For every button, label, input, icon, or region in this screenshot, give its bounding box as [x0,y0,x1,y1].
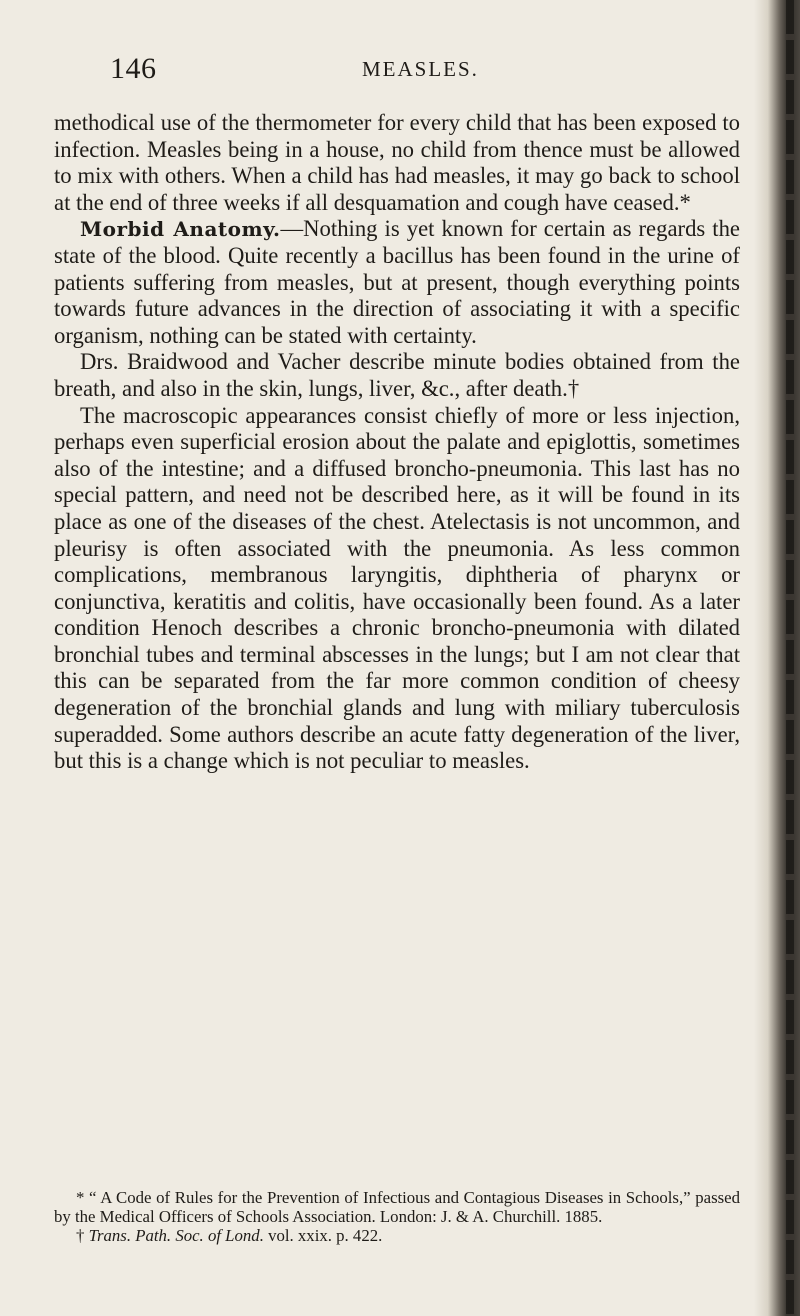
section-heading-morbid-anatomy: Morbid Anatomy. [80,217,281,242]
footnote-2-mark: † [76,1226,89,1245]
paragraph-continuation: methodical use of the thermometer for every child that has been exposed to infection. Measles being in a house, no child from thence must be allowed to mix with others. When a child has had measles, it may go back to school at the end of three weeks if all desquamation and cough have ceased.* [54,110,740,215]
footnotes [54,1188,740,1245]
body-text [54,110,740,775]
footnote-2-reference: vol. xxix. p. 422. [263,1226,383,1245]
binding-shadow-strip [786,0,794,1316]
footnote-2-journal: Trans. Path. Soc. of Lond. [88,1226,264,1245]
page-header [110,52,736,92]
running-title: MEASLES. [362,57,479,81]
book-binding-edge [754,0,800,1316]
paragraph-macroscopic-appearances: The macroscopic appearances consist chiefly of more or less injection, perhaps even superficial erosion about the palate and epiglottis, sometimes also of the intestine; and a diffused broncho-pneumonia. This last has no special pattern, and need not be described here, as it will be found in its place as one of the diseases of the chest. Atelectasis is not uncommon, and pleurisy is often associated with the pneumonia. As less common complications, membranous laryngitis, diphtheria of pharynx or conjunctiva, keratitis and colitis, have occasionally been found. As a later condition Henoch describes a chronic broncho-pneumonia with dilated bronchial tubes and terminal abscesses in the lungs; but I am not clear that this can be separated from the far more common condition of cheesy degeneration of the bronchial glands and lung with miliary tuberculosis superadded. Some authors describe an acute fatty degeneration of the liver, but this is a change which is not peculiar to measles. [54,402,740,774]
paragraph-morbid-anatomy [54,216,740,349]
footnote-2 [54,1226,740,1245]
page-number: 146 [110,52,157,85]
morbid-anatomy-text: —Nothing is yet known for certain as regards the state of the blood. Quite recently a bacillus has been found in the urine of patients suffering from measles, but at present, though everything points towards future advances in the direction of associating it with a specific organism, nothing can be stated with certainty. [54,216,741,348]
footnote-1: * “ A Code of Rules for the Prevention of Infectious and Contagious Diseases in Schools,” passed by the Medical Officers of Schools Association. London: J. & A. Churchill. 1885. [54,1188,740,1226]
paragraph-braidwood-vacher: Drs. Braidwood and Vacher describe minute bodies obtained from the breath, and also in the skin, lungs, liver, &c., after death.† [54,349,740,401]
